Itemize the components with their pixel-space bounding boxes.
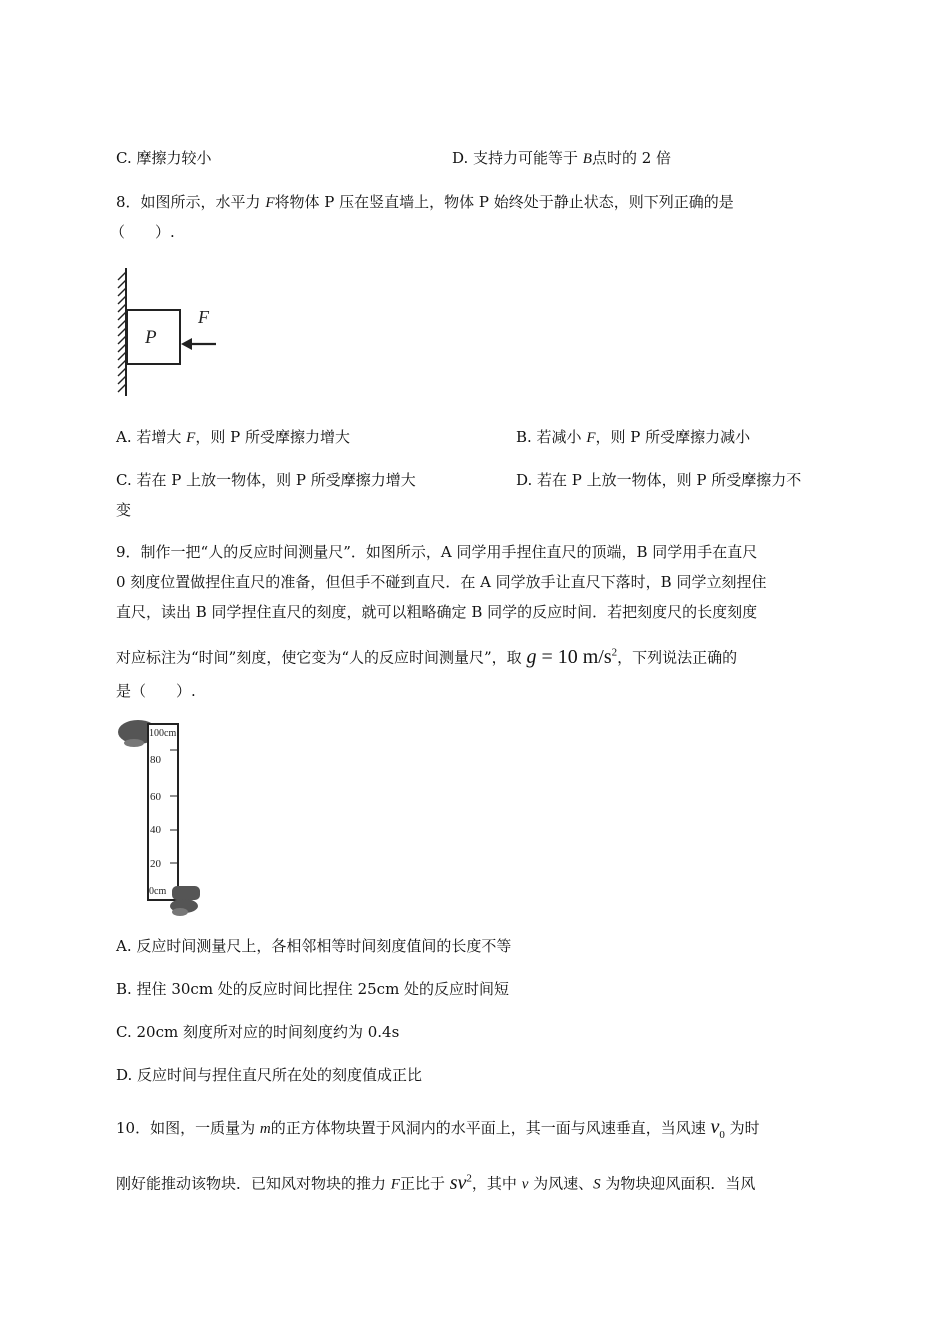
ruler-label-80: 80 <box>150 754 161 766</box>
q8-option-d: D. 若在 P 上放一物体，则 P 所受摩擦力不 <box>516 471 802 489</box>
ruler-label-40: 40 <box>150 824 161 836</box>
q9-option-a: A. 反应时间测量尺上，各相邻相等时间刻度值间的长度不等 <box>116 937 512 955</box>
q9-stem-line-1: 9．制作一把“人的反应时间测量尺”．如图所示，A 同学用手捏住直尺的顶端，B 同学用手在直尺 <box>116 543 758 561</box>
q8-stem-bracket: （ ）. <box>110 223 175 241</box>
hand-b-icon <box>170 886 200 916</box>
force-arrow <box>181 338 216 350</box>
q8-stem: 8．如图所示，水平力 F将物体 P 压在竖直墙上，物体 P 始终处于静止状态，则下列正确的是 <box>116 193 734 211</box>
ruler-label-0: 0cm <box>149 886 167 897</box>
gravity-formula: g = 10 $m/s^2$ <box>526 645 618 668</box>
q8-option-c: C. 若在 P 上放一物体，则 P 所受摩擦力增大 <box>116 471 416 489</box>
q9-option-c: C. 20cm 刻度所对应的时间刻度约为 0.4s <box>116 1023 400 1041</box>
force-label: F <box>198 307 209 327</box>
q9-stem-line-2: 0 刻度位置做捏住直尺的准备，但但手不碰到直尺．在 A 同学放手让直尺下落时，B 同学立刻捏住 <box>116 573 767 591</box>
q9-stem-line-3: 直尺，读出 B 同学捏住直尺的刻度，就可以粗略确定 B 同学的反应时间．若把刻度尺的长度刻度 <box>116 603 758 621</box>
q10-stem-line-1: 10．如图，一质量为 m的正方体物块置于风洞内的水平面上，其一面与风速垂直，当风速 $v_0$ 为时 <box>116 1116 760 1141</box>
q7-option-d: D. 支持力可能等于 B点时的 2 倍 <box>452 149 672 167</box>
block-p-label: P <box>145 327 157 348</box>
q9-stem-line-4: 对应标注为“时间”刻度，使它变为“人的反应时间测量尺”，取 g = 10 $m/s^2$，下列说法正确的 <box>116 645 738 668</box>
ruler-label-20: 20 <box>150 858 161 870</box>
q9-option-d: D. 反应时间与捏住直尺所在处的刻度值成正比 <box>116 1066 423 1084</box>
q8-option-a: A. 若增大 F，则 P 所受摩擦力增大 <box>116 428 350 446</box>
q8-option-b: B. 若减小 F，则 P 所受摩擦力减小 <box>516 428 751 446</box>
ruler-label-60: 60 <box>150 791 161 803</box>
q10-stem-line-2: 刚好能推动该物块．已知风对物块的推力 F正比于 $sv^2$，其中 v 为风速、S 为物块迎风面积．当风 <box>116 1171 756 1194</box>
q8-option-d-continued: 变 <box>116 501 132 519</box>
q9-ruler-figure <box>110 718 210 918</box>
q9-option-b: B. 捏住 30cm 处的反应时间比捏住 25cm 处的反应时间短 <box>116 980 510 998</box>
ruler-label-100: 100cm <box>149 728 177 739</box>
q7-option-c: C. 摩擦力较小 <box>116 149 212 167</box>
wall-hatching <box>118 268 126 396</box>
q8-figure <box>112 266 242 400</box>
q9-stem-line-5: 是（ ）. <box>116 682 196 700</box>
